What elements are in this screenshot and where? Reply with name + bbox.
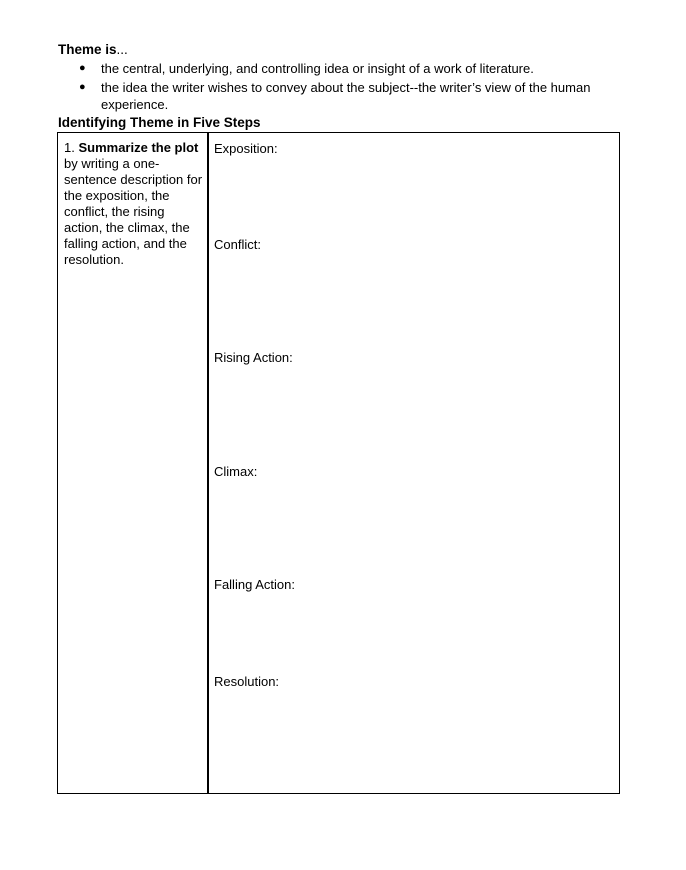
theme-definition-2: the idea the writer wishes to convey about the subject--the writer’s view of the human experience. <box>101 79 591 112</box>
plot-summary-table <box>57 132 620 794</box>
step-1-title: Summarize the plot <box>78 140 199 155</box>
column-divider <box>207 133 209 793</box>
conflict-label: Conflict: <box>214 237 261 252</box>
theme-heading <box>58 41 128 58</box>
theme-term: Theme is <box>58 42 117 57</box>
step-1-description: by writing a one-sentence description for the exposition, the conflict, the rising action, the climax, the falling action, and the resolution. <box>64 156 203 267</box>
resolution-label: Resolution: <box>214 674 280 689</box>
steps-heading: Identifying Theme in Five Steps <box>58 115 261 130</box>
exposition-label: Exposition: <box>214 141 278 156</box>
theme-definition-1: the central, underlying, and controlling idea or insight of a work of literature. <box>101 61 534 76</box>
theme-definition-list <box>58 60 618 115</box>
theme-ellipsis: ... <box>116 42 128 57</box>
step-1-number: 1. <box>64 140 75 155</box>
bullet-icon: ● <box>79 80 86 93</box>
climax-label: Climax: <box>214 464 258 479</box>
list-item <box>58 79 618 114</box>
list-item <box>58 60 618 78</box>
falling-action-label: Falling Action: <box>214 577 295 592</box>
bullet-icon: ● <box>79 62 86 74</box>
step-1-cell <box>64 140 204 268</box>
rising-action-label: Rising Action: <box>214 350 293 365</box>
